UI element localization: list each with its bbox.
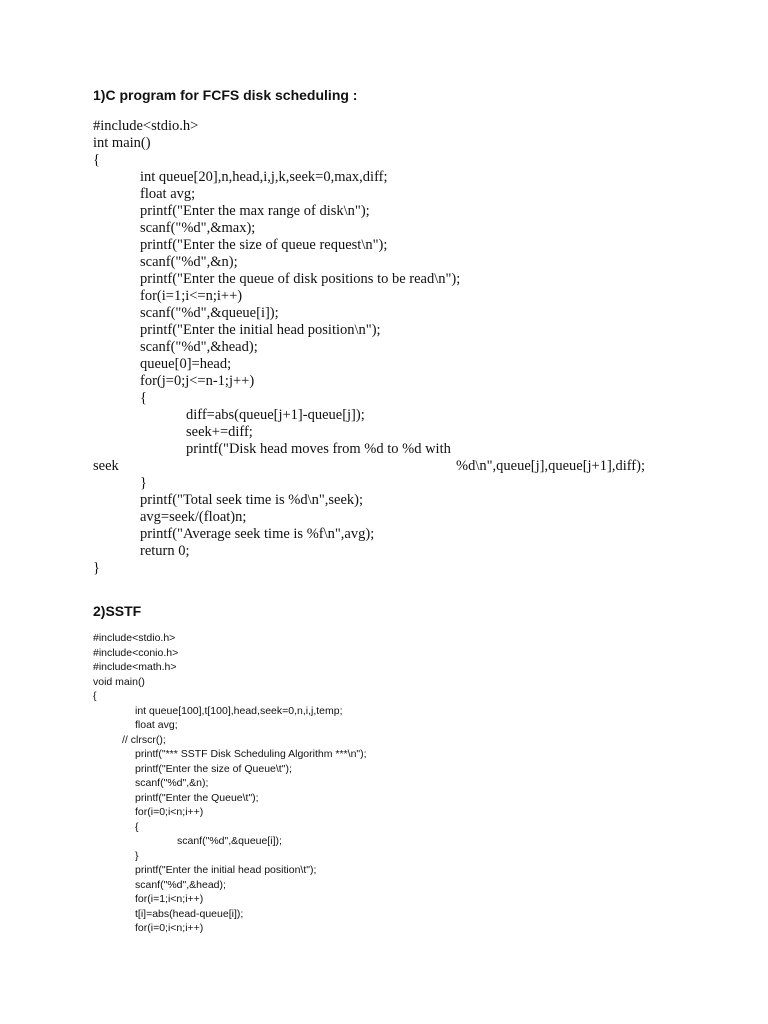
code-line: queue[0]=head; — [140, 356, 232, 372]
code-line: diff=abs(queue[j+1]-queue[j]); — [186, 407, 365, 423]
code-line: #include<stdio.h> — [93, 118, 199, 134]
code-line: } — [135, 849, 139, 862]
code-line: printf("Enter the size of Queue\t"); — [135, 762, 292, 775]
code-line: for(j=0;j<=n-1;j++) — [140, 373, 255, 389]
code-line: printf("Enter the queue of disk positions to be read\n"); — [140, 271, 461, 287]
code-line: printf("Total seek time is %d\n",seek); — [140, 492, 364, 508]
code-line: printf("Enter the size of queue request\n"); — [140, 237, 388, 253]
code-line: for(i=0;i<n;i++) — [135, 806, 204, 818]
code-line: } — [140, 475, 147, 491]
code-line-continuation: %d\n",queue[j],queue[j+1],diff); — [456, 458, 645, 474]
code-line: // clrscr(); — [122, 733, 166, 746]
code-line: scanf("%d",&queue[i]); — [177, 835, 282, 847]
code-line: #include<math.h> — [93, 661, 177, 673]
code-line: float avg; — [140, 186, 196, 202]
code-line: seek — [93, 458, 119, 474]
code-line: printf("Enter the Queue\t"); — [135, 791, 259, 804]
code-line: int main() — [93, 135, 151, 151]
code-line: int queue[20],n,head,i,j,k,seek=0,max,diff; — [140, 169, 388, 185]
code-line: { — [140, 390, 147, 406]
code-line: for(i=1;i<n;i++) — [135, 893, 204, 905]
code-line: seek+=diff; — [186, 424, 253, 440]
code-line: #include<conio.h> — [93, 646, 179, 659]
code-line: int queue[100],t[100],head,seek=0,n,i,j,temp; — [135, 704, 343, 717]
code-line: avg=seek/(float)n; — [140, 509, 247, 525]
code-line: scanf("%d",&head); — [140, 339, 258, 355]
code-line: float avg; — [135, 719, 178, 731]
code-line: { — [135, 820, 139, 833]
code-line: scanf("%d",&n); — [140, 254, 238, 270]
section-1-heading: 1)C program for FCFS disk scheduling : — [93, 87, 358, 103]
code-line: { — [93, 152, 100, 168]
code-line: } — [93, 560, 100, 576]
code-line: #include<stdio.h> — [93, 632, 176, 644]
code-line: return 0; — [140, 543, 190, 559]
code-line: scanf("%d",&head); — [135, 878, 226, 891]
code-line: { — [93, 690, 97, 702]
code-line: scanf("%d",&n); — [135, 777, 209, 789]
section-2-heading: 2)SSTF — [93, 603, 142, 619]
code-line: printf("Enter the initial head position\n"); — [140, 322, 381, 338]
code-line: for(i=1;i<=n;i++) — [140, 288, 243, 304]
code-line: printf("Average seek time is %f\n",avg); — [140, 526, 375, 542]
code-line: scanf("%d",&max); — [140, 220, 256, 236]
code-line: for(i=0;i<n;i++) — [135, 922, 204, 934]
code-line: printf("Disk head moves from %d to %d with — [186, 441, 451, 457]
code-line: scanf("%d",&queue[i]); — [140, 305, 279, 321]
code-line: void main() — [93, 675, 145, 688]
code-line: printf("Enter the initial head position\t"); — [135, 864, 317, 876]
code-line: printf("*** SSTF Disk Scheduling Algorithm ***\n"); — [135, 748, 367, 760]
code-line: t[i]=abs(head-queue[i]); — [135, 907, 244, 920]
code-line: printf("Enter the max range of disk\n"); — [140, 203, 370, 219]
